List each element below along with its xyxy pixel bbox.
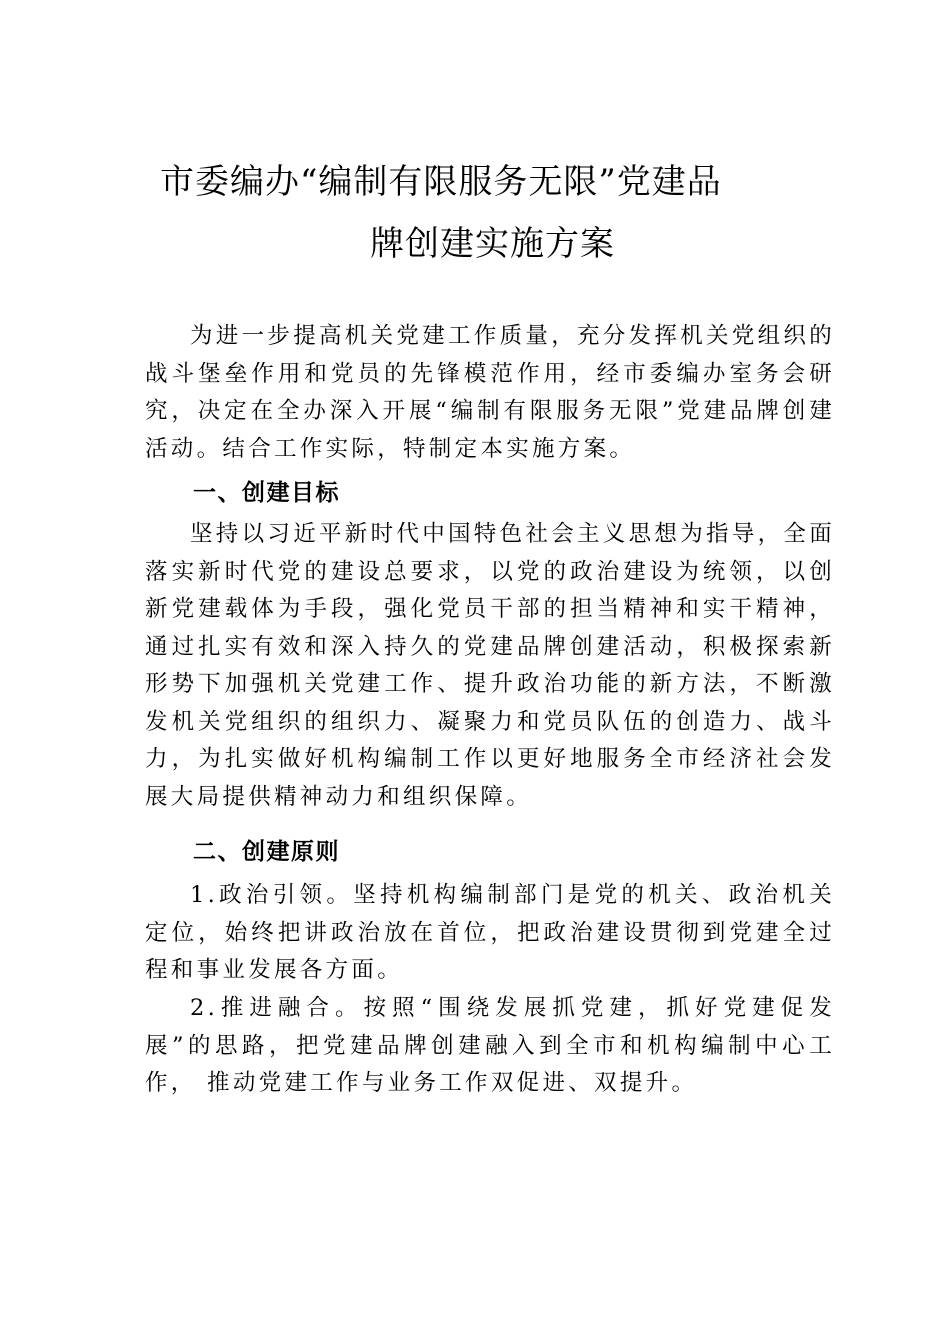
document-title-line-1: 市委编办“编制有限服务无限”党建品	[160, 162, 722, 202]
principle-integration: 2.推进融合。按照“围绕发展抓党建，抓好党建促发展”的思路，把党建品牌创建融入到全市和机构编制中心工作， 推动党建工作与业务工作双促进、双提升。	[145, 995, 835, 1096]
document-title-line-2: 牌创建实施方案	[370, 224, 615, 264]
goals-paragraph: 坚持以习近平新时代中国特色社会主义思想为指导，全面落实新时代党的建设总要求，以党的政治建设为统领，以创新党建载体为手段，强化党员干部的担当精神和实干精神，通过扎实有效和深入持久的党建品牌创建活动，积极探索新形势下加强机关党建工作、提升政治功能的新方法，不断激发机关党组织的组织力、凝聚力和党员队伍的创造力、战斗力，为扎实做好机构编制工作以更好地服务全市经济社会发展大局提供精神动力和组织保障。	[145, 521, 836, 810]
intro-paragraph: 为进一步提高机关党建工作质量，充分发挥机关党组织的战斗堡垒作用和党员的先锋模范作用，经市委编办室务会研究，决定在全办深入开展“编制有限服务无限”党建品牌创建活动。结合工作实际，特制定本实施方案。	[145, 323, 836, 462]
principle-political-leadership: 1.政治引领。坚持机构编制部门是党的机关、政治机关定位，始终把讲政治放在首位，把政治建设贯彻到党建全过程和事业发展各方面。	[145, 882, 835, 983]
section-heading-principles: 二、创建原则	[193, 839, 340, 865]
section-heading-goals: 一、创建目标	[193, 480, 340, 506]
